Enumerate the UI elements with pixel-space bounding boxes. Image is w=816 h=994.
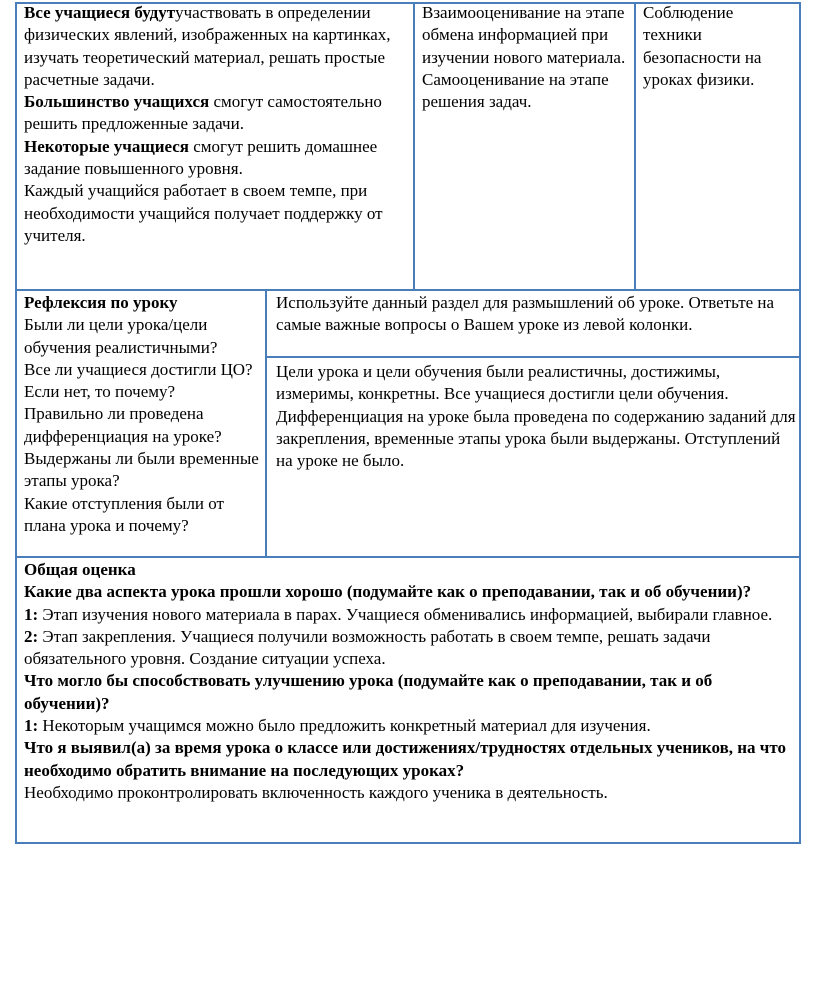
summary-answer: 2: Этап закрепления. Учащиеся получили возможность работать в своем темпе, решать задачи обязательного уровня. Создание ситуации успеха.: [24, 626, 711, 669]
reflection-title: Рефлексия по уроку: [24, 293, 178, 312]
reflection-question: Все ли учащиеся достигли ЦО?: [24, 359, 253, 379]
outcomes-cell: [24, 2, 408, 247]
summary-cell: [24, 559, 794, 804]
reflection-question: Если нет, то почему?: [24, 382, 176, 402]
reflection-question: Выдержаны ли были временные этапы урока?: [24, 449, 259, 491]
safety-cell: [643, 2, 795, 91]
assessment-peer: Взаимооценивание на этапе обмена информацией при изучении нового материала.: [422, 3, 626, 67]
column-divider: [265, 290, 267, 557]
reflection-question: Какие отступления были от плана урока и почему?: [24, 493, 224, 535]
summary-question-3: Что я выявил(а) за время урока о классе или достижениях/трудностях отдельных учеников, на что необходимо обратить внимание на последующих уроках?: [24, 738, 787, 780]
summary-answer: Необходимо проконтролировать включенность каждого ученика в деятельность.: [24, 782, 608, 802]
assessment-self: Самооценивание на этапе решения задач.: [422, 69, 609, 112]
assessment-cell: [422, 2, 628, 113]
safety-text: Соблюдение техники безопасности на уроках физики.: [643, 3, 762, 89]
reflection-question: Были ли цели урока/цели обучения реалистичными?: [24, 315, 218, 357]
summary-question-2: Что могло бы способствовать улучшению урока (подумайте как о преподавании, так и об обучении)?: [24, 671, 713, 713]
summary-question-1: Какие два аспекта урока прошли хорошо (подумайте как о преподавании, так и об обучении)?: [24, 582, 752, 602]
row-divider: [265, 356, 801, 358]
outcome-each: Каждый учащийся работает в своем темпе, при необходимости учащийся получает поддержку от учителя.: [24, 181, 383, 245]
column-divider: [634, 2, 636, 290]
summary-answer: 1: Некоторым учащимся можно было предложить конкретный материал для изучения.: [24, 716, 651, 736]
reflection-instruction: Используйте данный раздел для размышлений об уроке. Ответьте на самые важные вопросы о Вашем уроке из левой колонки.: [276, 293, 775, 335]
reflection-answer-cell: [276, 361, 796, 472]
column-divider: [413, 2, 415, 290]
outcome-most: Большинство учащихся смогут самостоятельно решить предложенные задачи.: [24, 92, 382, 134]
reflection-question: Правильно ли проведена дифференциация на уроке?: [24, 404, 222, 446]
summary-title: Общая оценка: [24, 560, 136, 579]
outcome-all: Все учащиеся будутучаствовать в определении физических явлений, изображенных на картинках, изучать теоретический материал, решать простые расчетные задачи.: [24, 3, 391, 89]
row-divider: [15, 289, 801, 291]
reflection-instruction-cell: [276, 292, 796, 337]
outcome-some: Некоторые учащиеся смогут решить домашнее задание повышенного уровня.: [24, 136, 378, 179]
reflection-answer: Цели урока и цели обучения были реалистичны, достижимы, измеримы, конкретны. Все учащиеся достигли цели обучения. Дифференциация на уроке была проведена по содержанию заданий для закрепления, временные этапы урока были выдержаны. Отступлений на уроке не было.: [276, 362, 796, 471]
reflection-questions-cell: [24, 292, 262, 537]
row-divider: [15, 556, 801, 558]
summary-answer: 1: Этап изучения нового материала в парах. Учащиеся обменивались информацией, выбирали главное.: [24, 604, 773, 624]
